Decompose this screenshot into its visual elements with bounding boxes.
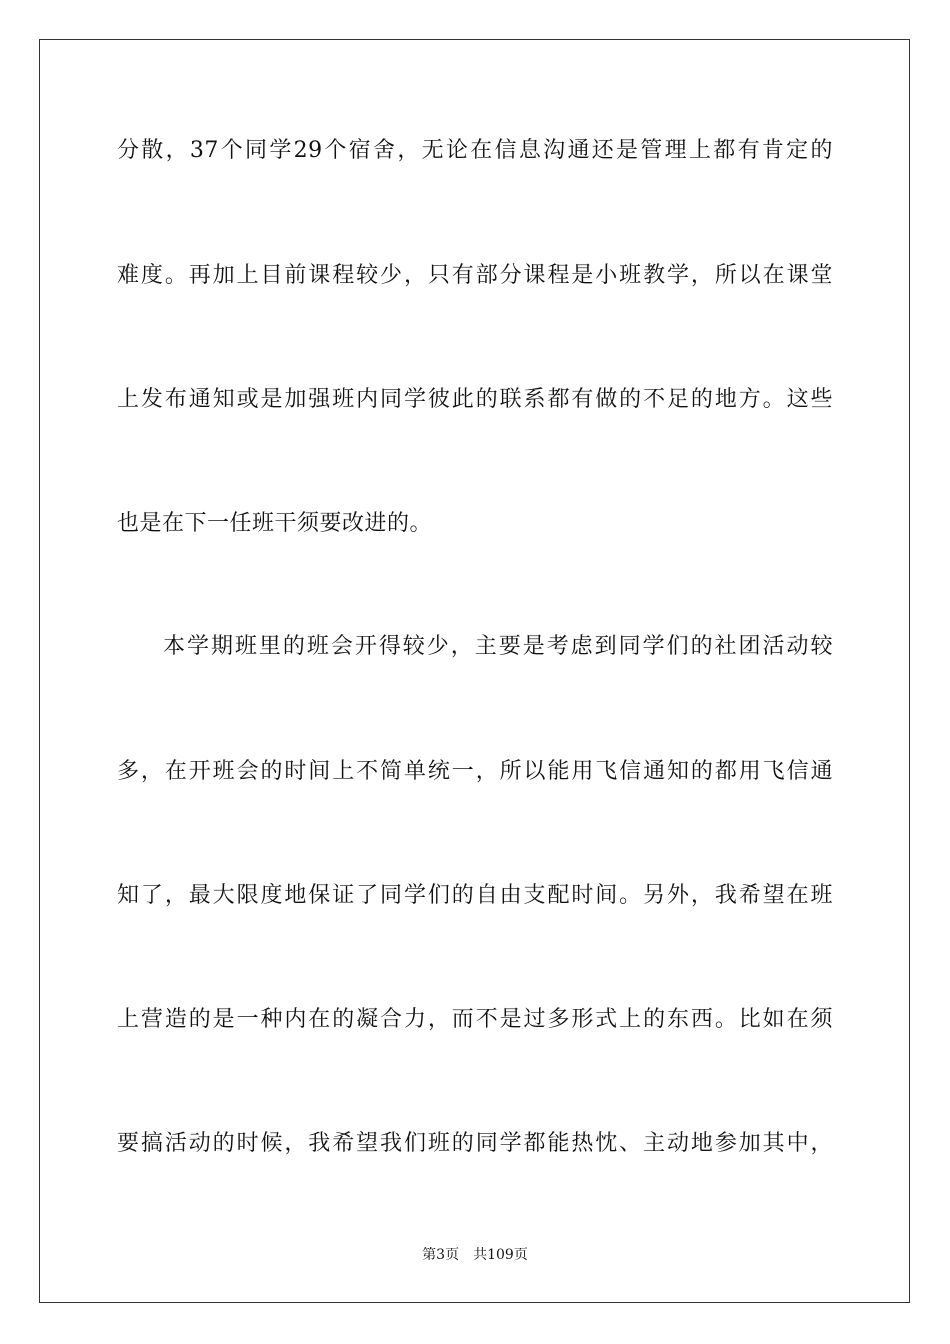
page-number: 第3页 xyxy=(422,1247,460,1263)
text-line-5-paragraph-start: 本学期班里的班会开得较少，主要是考虑到同学们的社团活动较 xyxy=(163,634,833,659)
page-footer xyxy=(0,1246,950,1264)
text-line-1: 分散，37个同学29个宿舍，无论在信息沟通还是管理上都有肯定的 xyxy=(117,138,833,163)
text-line-3: 上发布通知或是加强班内同学彼此的联系都有做的不足的地方。这些 xyxy=(117,387,833,412)
text-line-8: 上营造的是一种内在的凝合力，而不是过多形式上的东西。比如在须 xyxy=(117,1007,833,1032)
page-frame xyxy=(39,39,910,1303)
text-line-2: 难度。再加上目前课程较少，只有部分课程是小班教学，所以在课堂 xyxy=(117,263,833,288)
text-line-9: 要搞活动的时候，我希望我们班的同学都能热忱、主动地参加其中， xyxy=(117,1131,833,1156)
text-line-7: 知了，最大限度地保证了同学们的自由支配时间。另外，我希望在班 xyxy=(117,883,833,908)
text-line-4: 也是在下一任班干须要改进的。 xyxy=(117,511,433,536)
text-line-6: 多，在开班会的时间上不简单统一，所以能用飞信通知的都用飞信通 xyxy=(117,759,833,784)
page-total: 共109页 xyxy=(473,1247,528,1263)
